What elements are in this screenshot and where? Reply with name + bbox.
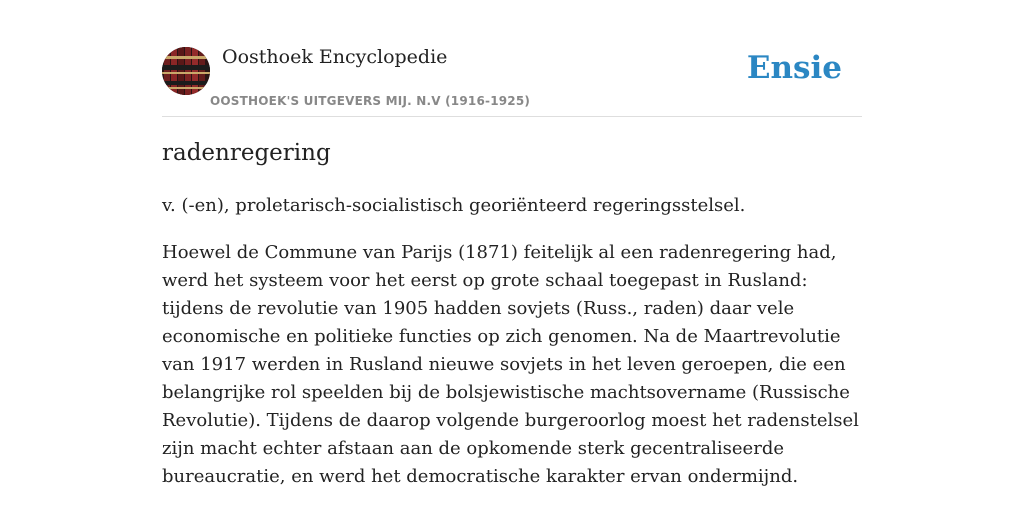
book-spines-icon	[162, 47, 210, 95]
article-paragraph: Hoewel de Commune van Parijs (1871) feitelijk al een radenregering had, werd het systeem voor het eerst op grote schaal toegepast in Rusland: tijdens de revolutie van 1905 hadden sovjets (Russ., raden) daar vele economische en politieke functies op zich genomen. Na de Maartrevolutie van 1917 werden in Rusland nieuwe sovjets in het leven geroepen, die een belangrijke rol speelden bij de bolsjewistische machtsovername (Russische Revolutie). Tijdens de daarop volgende burgeroorlog moest het radenstelsel zijn macht echter afstaan aan de opkomende sterk gecentraliseerde bureaucratie, en werd het democratische karakter ervan ondermijnd.	[162, 242, 859, 487]
article-title: radenregering	[162, 140, 331, 166]
article-definition: v. (-en), proletarisch-socialistisch georiënteerd regeringsstelsel.	[162, 195, 746, 216]
ensie-logo-link[interactable]: Ensie	[746, 50, 842, 86]
encyclopedia-avatar[interactable]	[162, 47, 210, 95]
header	[162, 44, 862, 117]
site-title-link[interactable]: Oosthoek Encyclopedie	[222, 46, 448, 68]
publisher-subtitle: OOSTHOEK'S UITGEVERS MIJ. N.V (1916-1925)	[210, 94, 531, 108]
article-body	[162, 192, 866, 510]
